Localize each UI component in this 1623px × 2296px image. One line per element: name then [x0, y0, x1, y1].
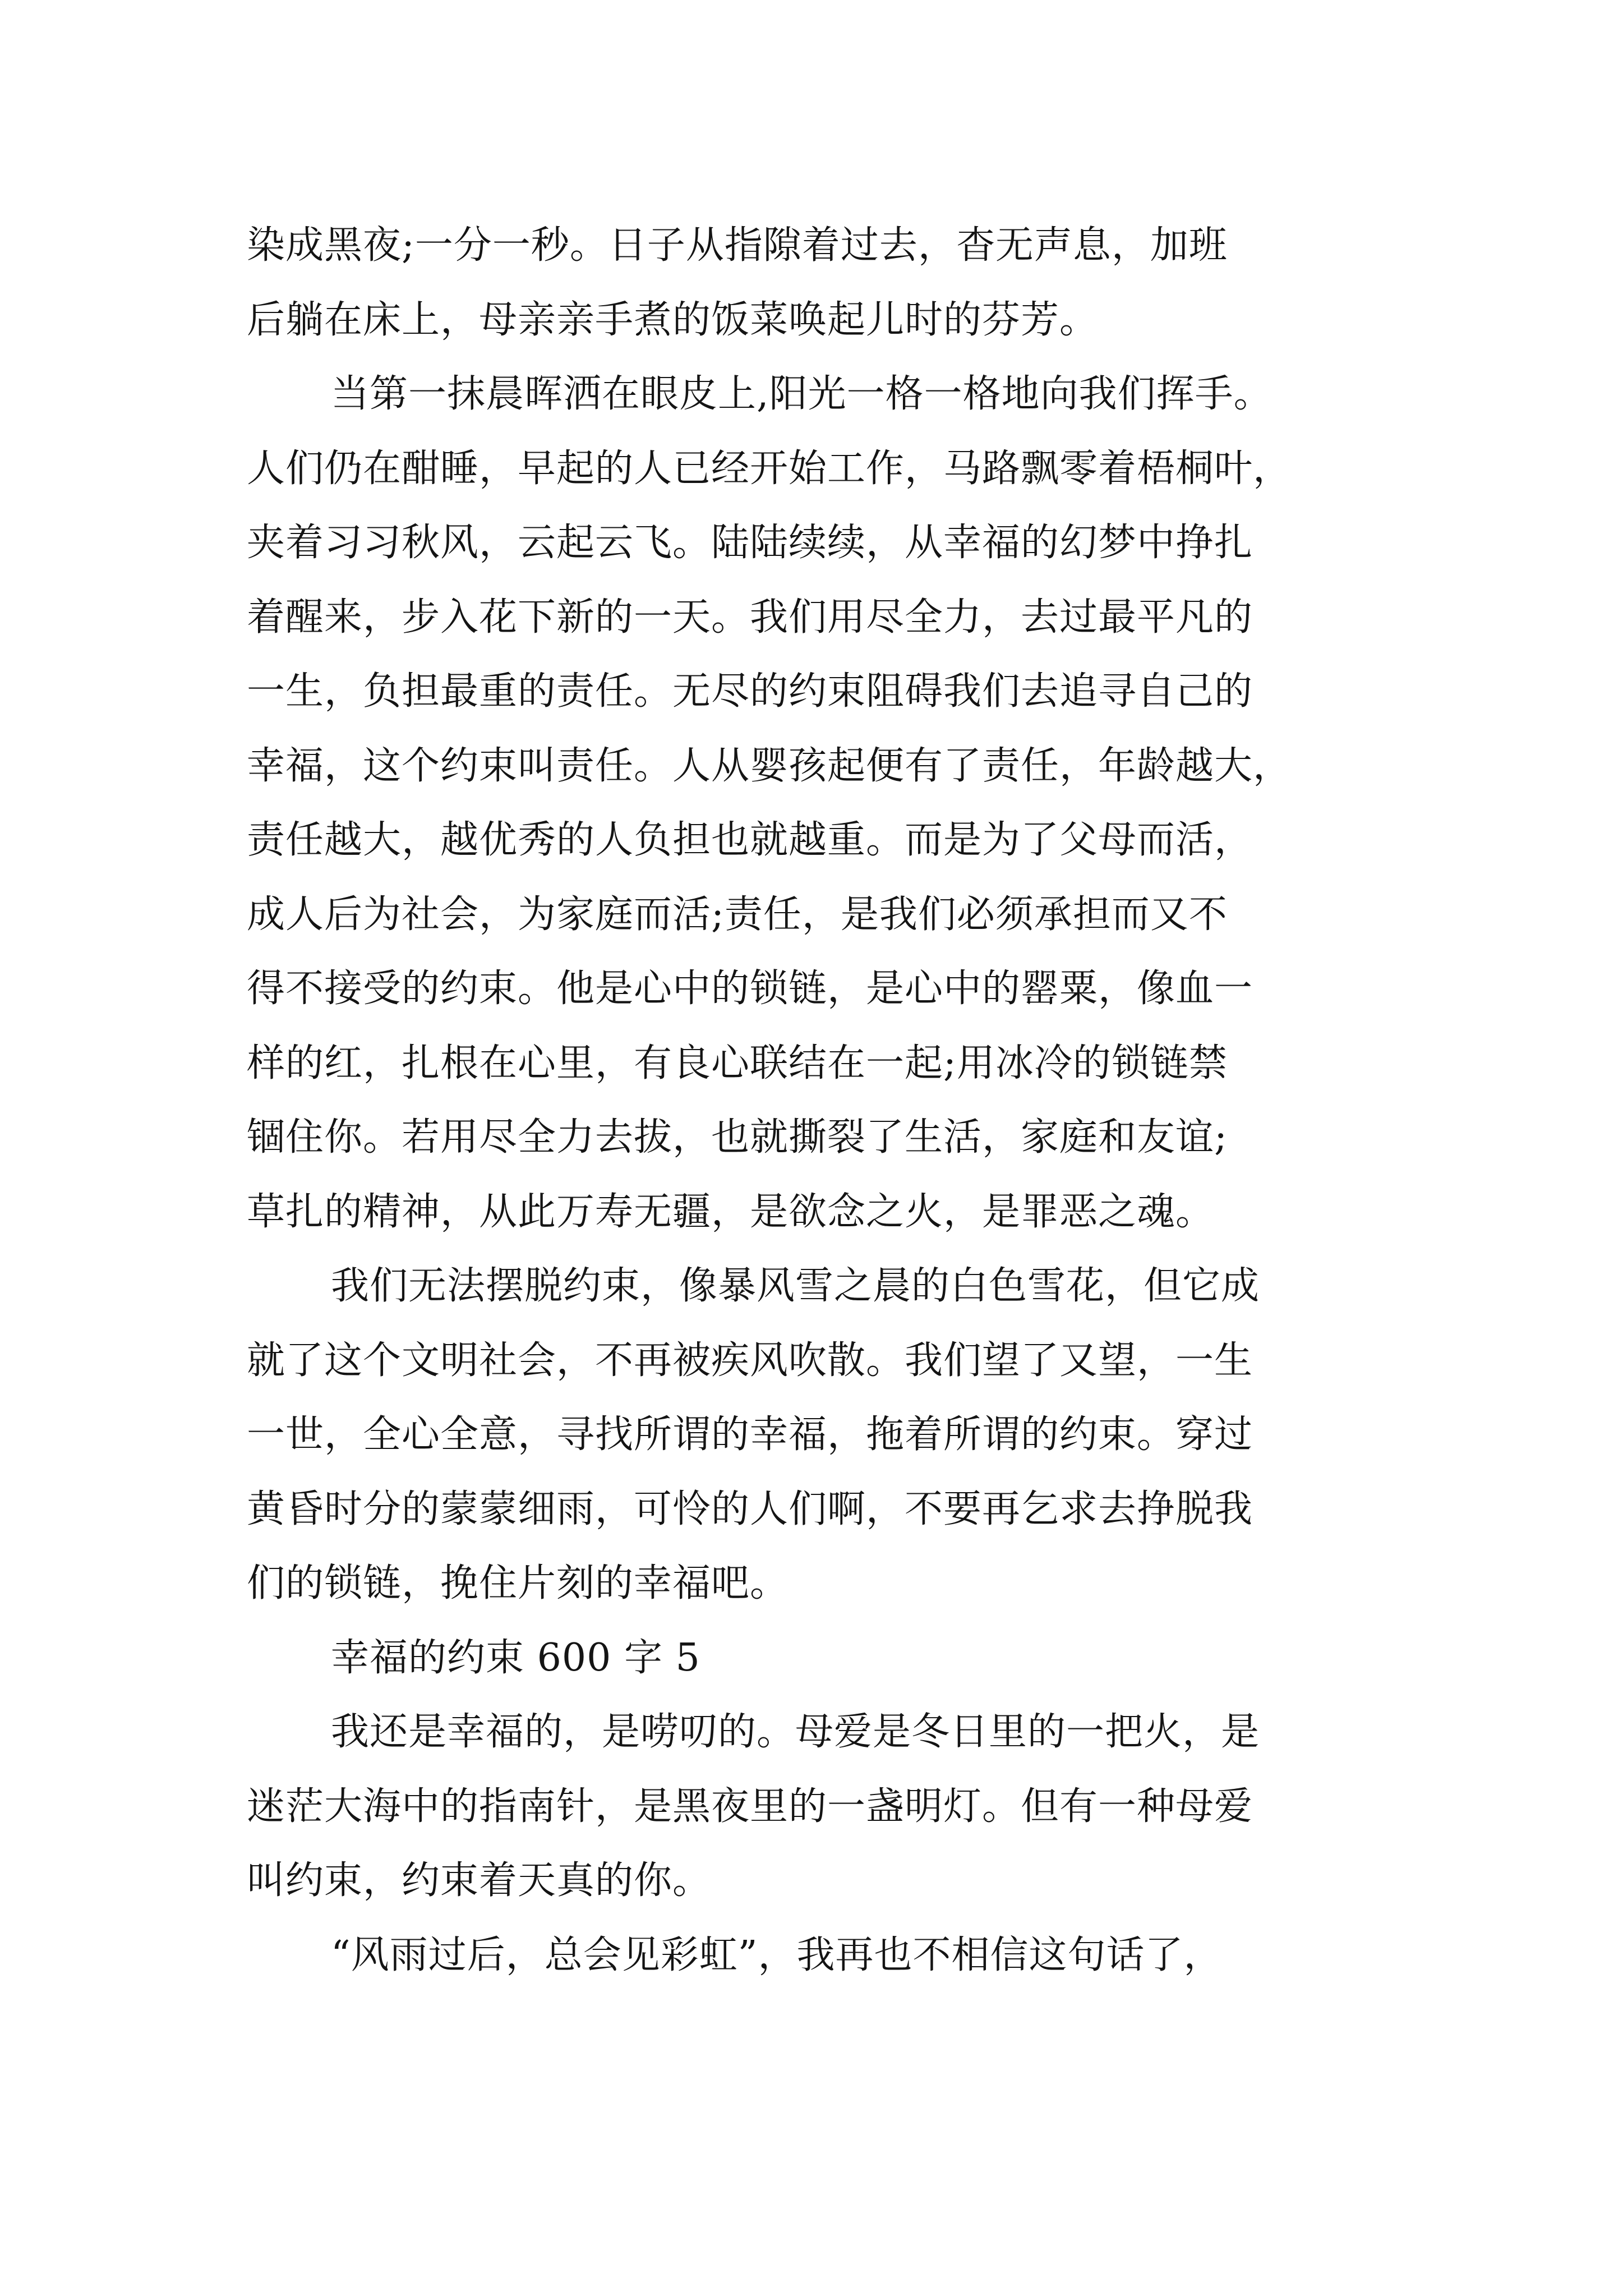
- text-line: 人们仍在酣睡，早起的人已经开始工作，马路飘零着梧桐叶，: [247, 446, 1292, 491]
- text-line: 一生，负担最重的责任。无尽的约束阻碍我们去追寻自己的: [247, 669, 1253, 714]
- text-line: 叫约束，约束着天真的你。: [247, 1858, 712, 1903]
- text-line: 夹着习习秋风，云起云飞。陆陆续续，从幸福的幻梦中挣扎: [247, 521, 1253, 565]
- text-line: 幸福，这个约束叫责任。人从婴孩起便有了责任，年龄越大，: [247, 743, 1292, 788]
- text-line: 染成黑夜;一分一秒。日子从指隙着过去，杳无声息，加班: [247, 223, 1228, 268]
- text-line: 责任越大，越优秀的人负担也就越重。而是为了父母而活，: [247, 818, 1253, 862]
- text-line: 锢住你。若用尽全力去拔，也就撕裂了生活，家庭和友谊;: [247, 1115, 1228, 1159]
- paragraph-start-line: “风雨过后，总会见彩虹”，我再也不相信这句话了，: [331, 1932, 1223, 1977]
- body-text: [247, 209, 1447, 1993]
- text-line: 就了这个文明社会，不再被疾风吹散。我们望了又望，一生: [247, 1338, 1253, 1383]
- text-line: 成人后为社会，为家庭而活;责任，是我们必须承担而又不: [247, 892, 1228, 937]
- text-line: 得不接受的约束。他是心中的锁链，是心中的罂粟，像血一: [247, 967, 1253, 1011]
- text-line: 草扎的精神，从此万寿无疆，是欲念之火，是罪恶之魂。: [247, 1189, 1215, 1234]
- text-line: 们的锁链，挽住片刻的幸福吧。: [247, 1561, 789, 1605]
- paragraph-start-line: 当第一抹晨晖洒在眼皮上,阳光一格一格地向我们挥手。: [331, 372, 1272, 416]
- text-line: 着醒来，步入花下新的一天。我们用尽全力，去过最平凡的: [247, 595, 1253, 639]
- text-line: 黄昏时分的蒙蒙细雨，可怜的人们啊，不要再乞求去挣脱我: [247, 1487, 1253, 1531]
- section-heading: 幸福的约束 600 字 5: [331, 1635, 700, 1680]
- paragraph-start-line: 我还是幸福的，是唠叨的。母爱是冬日里的一把火，是: [331, 1710, 1260, 1754]
- text-line: 后躺在床上，母亲亲手煮的饭菜唤起儿时的芬芳。: [247, 297, 1099, 342]
- text-line: 迷茫大海中的指南针，是黑夜里的一盏明灯。但有一种母爱: [247, 1784, 1253, 1829]
- text-line: 样的红，扎根在心里，有良心联结在一起;用冰冷的锁链禁: [247, 1041, 1228, 1085]
- paragraph-start-line: 我们无法摆脱约束，像暴风雪之晨的白色雪花，但它成: [331, 1264, 1260, 1308]
- text-line: 一世，全心全意，寻找所谓的幸福，拖着所谓的约束。穿过: [247, 1412, 1253, 1457]
